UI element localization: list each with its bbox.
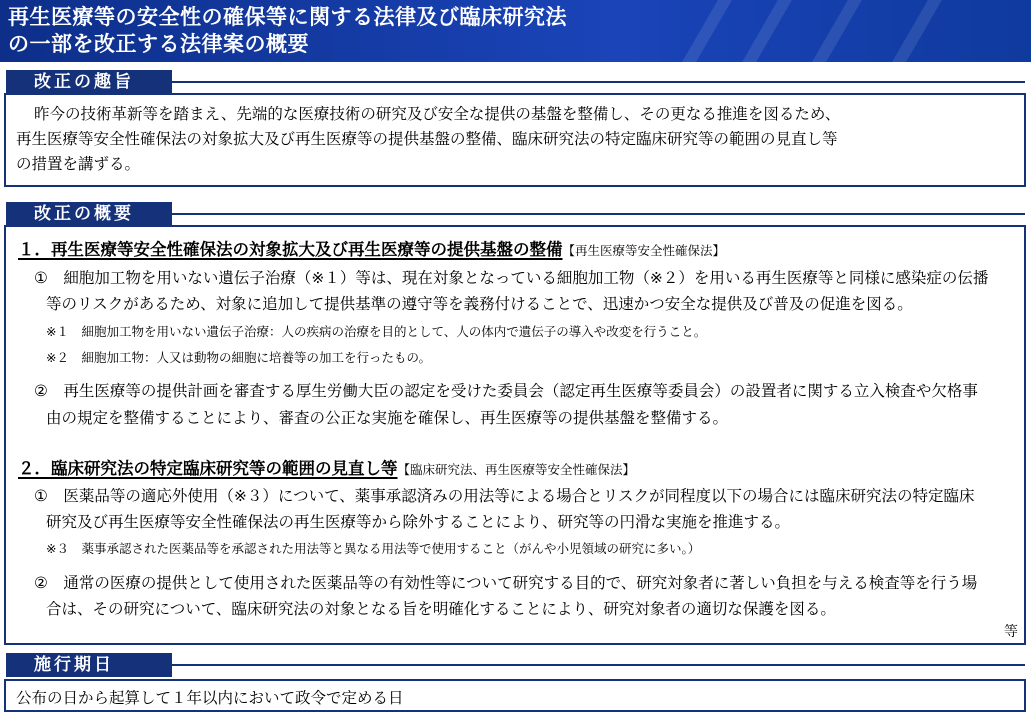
section2-note3: ※３ 薬事承認された医薬品等を承認された用法等と異なる用法等で使用すること（がんや小児領域の研究に多い。） (46, 541, 701, 556)
effective-label-line (172, 664, 1025, 666)
purpose-label-line (172, 81, 1025, 83)
title-decoration (892, 0, 942, 62)
section2-item1-line2: 研究及び再生医療等安全性確保法の再生医療等から除外することにより、研究等の円滑な実施を推進する。 (46, 513, 791, 531)
section2-heading-row (18, 455, 635, 479)
section1-item2-line2: 由の規定を整備することにより、審査の公正な実施を確保し、再生医療等の提供基盤を整備する。 (46, 409, 729, 427)
purpose-line-1: 昨今の技術革新等を踏まえ、先端的な医療技術の研究及び安全な提供の基盤を整備し、その更なる推進を図るため、 (34, 105, 841, 123)
title-decoration (742, 0, 792, 62)
section2-item2-line2: 合は、その研究について、臨床研究法の対象となる旨を明確化することにより、研究対象者の適切な保護を図る。 (46, 600, 836, 618)
effective-text: 公布の日から起算して１年以内において政令で定める日 (16, 689, 404, 707)
section1-tag: 【再生医療等安全性確保法】 (562, 243, 726, 258)
etc-note: 等 (1004, 624, 1018, 640)
section1-heading-row (18, 236, 725, 260)
page-title (8, 4, 567, 58)
title-decoration (682, 0, 732, 62)
title-line-2: の一部を改正する法律案の概要 (8, 32, 309, 56)
section2-item2-line1: ② 通常の医療の提供として使用された医薬品等の有効性等について研究する目的で、研究対象者に著しい負担を与える検査等を行う場 (34, 574, 978, 592)
title-decoration (812, 0, 862, 62)
purpose-label: 改正の趣旨 (6, 70, 172, 94)
section1-item2-line1: ② 再生医療等の提供計画を審査する厚生労働大臣の認定を受けた委員会（認定再生医療等委員会）の設置者に関する立入検査や欠格事 (34, 382, 978, 400)
section1-item1-line2: 等のリスクがあるため、対象に追加して提供基準の遵守等を義務付けることで、迅速かつ安全な提供及び普及の促進を図る。 (46, 295, 913, 313)
section2-tag: 【臨床研究法、再生医療等安全性確保法】 (397, 462, 636, 477)
section1-note1: ※１ 細胞加工物を用いない遺伝子治療：人の疾病の治療を目的として、人の体内で遺伝子の導入や改変を行うこと。 (46, 324, 707, 339)
title-bar (0, 0, 1031, 62)
section1-heading: １．再生医療等安全性確保法の対象拡大及び再生医療等の提供基盤の整備 (18, 240, 563, 259)
purpose-line-3: の措置を講ずる。 (16, 155, 141, 173)
section2-heading: ２．臨床研究法の特定臨床研究等の範囲の見直し等 (18, 459, 398, 478)
purpose-line-2: 再生医療等安全性確保法の対象拡大及び再生医療等の提供基盤の整備、臨床研究法の特定臨床研究等の範囲の見直し等 (16, 130, 838, 148)
section2-item1-line1: ① 医薬品等の適応外使用（※３）について、薬事承認済みの用法等による場合とリスクが同程度以下の場合には臨床研究法の特定臨床 (34, 487, 975, 505)
effective-label: 施行期日 (6, 653, 172, 677)
overview-label: 改正の概要 (6, 202, 172, 226)
section1-note2: ※２ 細胞加工物：人又は動物の細胞に培養等の加工を行ったもの。 (46, 350, 431, 365)
overview-label-line (172, 213, 1025, 215)
section1-item1-line1: ① 細胞加工物を用いない遺伝子治療（※１）等は、現在対象となっている細胞加工物（※２）を用いる再生医療等と同様に感染症の伝播 (34, 269, 989, 287)
title-line-1: 再生医療等の安全性の確保等に関する法律及び臨床研究法 (8, 5, 567, 29)
